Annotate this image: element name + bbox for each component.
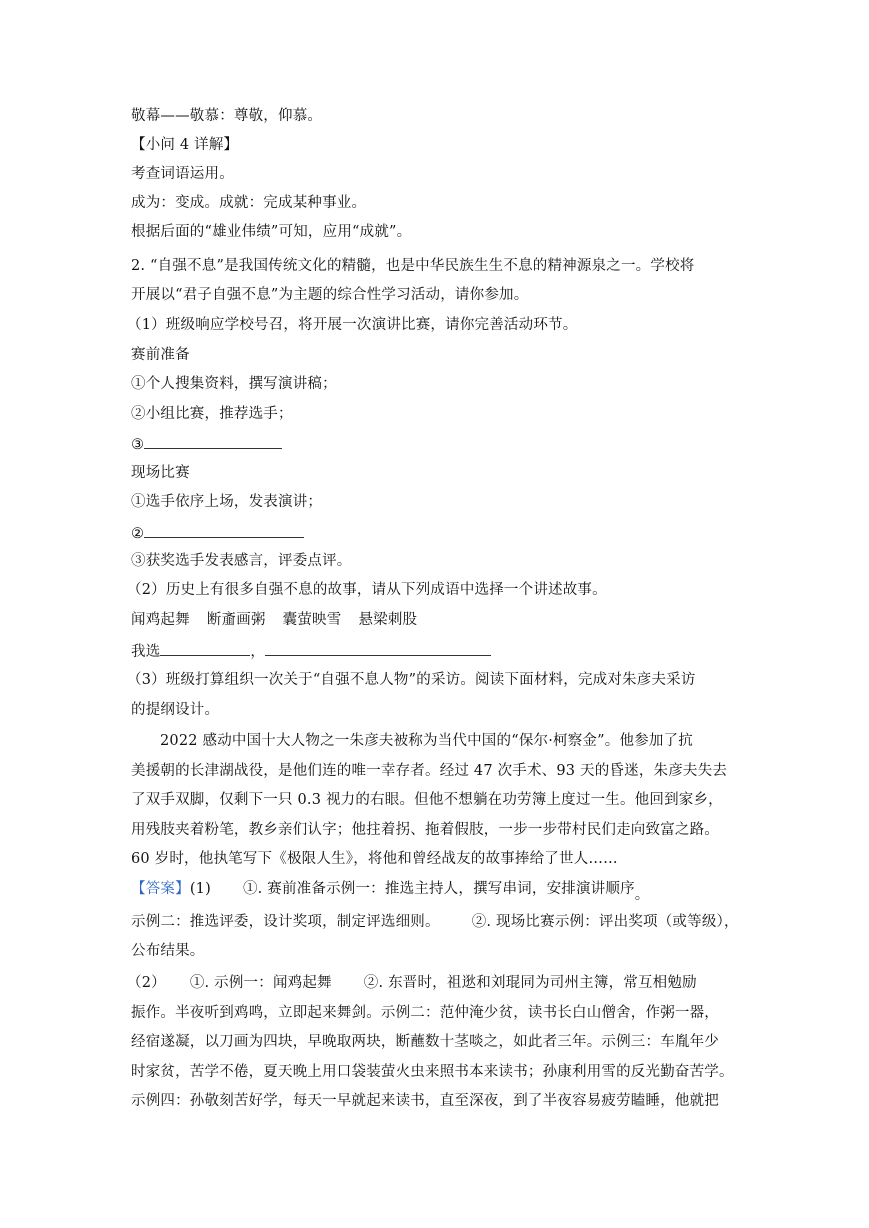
section-heading: 【小问 4 详解】 bbox=[131, 137, 239, 153]
answer-line: 经宿遂凝，以刀画为四块，早晚取两块，断蘸数十茎啖之，如此者三年。示例三：车胤年少 bbox=[131, 1034, 719, 1050]
list-marker: ③ bbox=[131, 437, 145, 453]
list-item: ①个人搜集资料，撰写演讲稿； bbox=[131, 376, 337, 392]
answer-line: 示例二：推选评委，设计奖项，制定评选细则。 ②. 现场比赛示例：评出奖项（或等级）， bbox=[131, 914, 739, 930]
list-item: ③获奖选手发表感言，评委点评。 bbox=[131, 553, 352, 569]
subquestion-1: （1）班级响应学校号召，将开展一次演讲比赛，请你完善活动环节。 bbox=[127, 317, 578, 333]
list-item bbox=[131, 522, 304, 544]
text-line: 的提纲设计。 bbox=[131, 702, 220, 718]
idiom: 闻鸡起舞 bbox=[131, 612, 190, 628]
list-marker: ② bbox=[131, 526, 145, 542]
answer-line: 振作。半夜听到鸡鸣，立即起来舞剑。示例二：范仲淹少贫，读书长白山僧舍，作粥一器， bbox=[131, 1005, 719, 1021]
text-line: 根据后面的“雄业伟绩”可知，应用“成就”。 bbox=[131, 224, 412, 240]
list-item bbox=[131, 433, 282, 455]
fill-blank bbox=[144, 522, 304, 538]
idiom-list bbox=[131, 610, 417, 630]
fill-blank bbox=[144, 433, 282, 449]
idiom: 断齑画粥 bbox=[206, 612, 266, 628]
answer-line: （2） ①. 示例一：闻鸡起舞 ②. 东晋时，祖逖和刘琨同为司州主簿，常互相勉励 bbox=[127, 975, 697, 991]
answer-line: 【答案】(1) ①. 赛前准备示例一：推选主持人，撰写串词，安排演讲顺序。 bbox=[131, 881, 650, 903]
question-text: 2. “自强不息”是我国传统文化的精髓，也是中华民族生生不息的精神源泉之一。学校将 bbox=[131, 258, 695, 274]
subquestion-3: （3）班级打算组织一次关于“自强不息人物”的采访。阅读下面材料，完成对朱彦夫采访 bbox=[127, 672, 696, 688]
material-paragraph: 2022 感动中国十大人物之一朱彦夫被称为当代中国的“保尔·柯察金”。他参加了抗 bbox=[160, 733, 693, 749]
text-line: 敬幕——敬慕：尊敬，仰慕。 bbox=[131, 108, 323, 124]
answer-line: 时家贫，苦学不倦，夏天晚上用口袋装萤火虫来照书本来读书；孙康利用雪的反光勤奋苦学。 bbox=[131, 1064, 734, 1080]
answer-line: 示例四：孙敬刻苦好学，每天一早就起来读书，直至深夜，到了半夜容易疲劳瞌睡，他就把 bbox=[131, 1093, 719, 1109]
answer-line: 公布结果。 bbox=[131, 943, 205, 959]
list-item: ②小组比赛，推荐选手； bbox=[131, 406, 293, 422]
list-item: ①选手依序上场，发表演讲； bbox=[131, 494, 323, 510]
text-line: 考查词语运用。 bbox=[131, 166, 234, 182]
idiom: 悬梁刺股 bbox=[358, 612, 418, 628]
material-paragraph: 美援朝的长津湖战役，是他们连的唯一幸存者。经过 47 次手术、93 天的昏迷，朱彦夫失去 bbox=[131, 763, 728, 779]
material-paragraph: 用残肢夹着粉笔，教乡亲们认字；他拄着拐、拖着假肢，一步一步带村民们走向致富之路。 bbox=[131, 822, 719, 838]
text-line: 赛前准备 bbox=[131, 347, 190, 363]
material-paragraph: 60 岁时，他执笔写下《极限人生》，将他和曾经战友的故事捧给了世人…… bbox=[131, 851, 618, 867]
answer-label: 【答案】 bbox=[131, 881, 190, 897]
answer-blank-line: 我选 ， bbox=[131, 640, 491, 662]
fill-blank bbox=[265, 640, 491, 656]
fill-blank bbox=[160, 640, 250, 656]
subquestion-2: （2）历史上有很多自强不息的故事，请从下列成语中选择一个讲述故事。 bbox=[127, 582, 607, 598]
material-paragraph: 了双手双脚，仅剩下一只 0.3 视力的右眼。但他不想躺在功劳簿上度过一生。他回到家乡， bbox=[131, 792, 723, 808]
idiom: 囊萤映雪 bbox=[282, 612, 342, 628]
text-line: 成为：变成。成就：完成某种事业。 bbox=[131, 195, 367, 211]
question-text: 开展以“君子自强不息”为主题的综合性学习活动，请你参加。 bbox=[131, 287, 529, 303]
text-line: 现场比赛 bbox=[131, 465, 190, 481]
